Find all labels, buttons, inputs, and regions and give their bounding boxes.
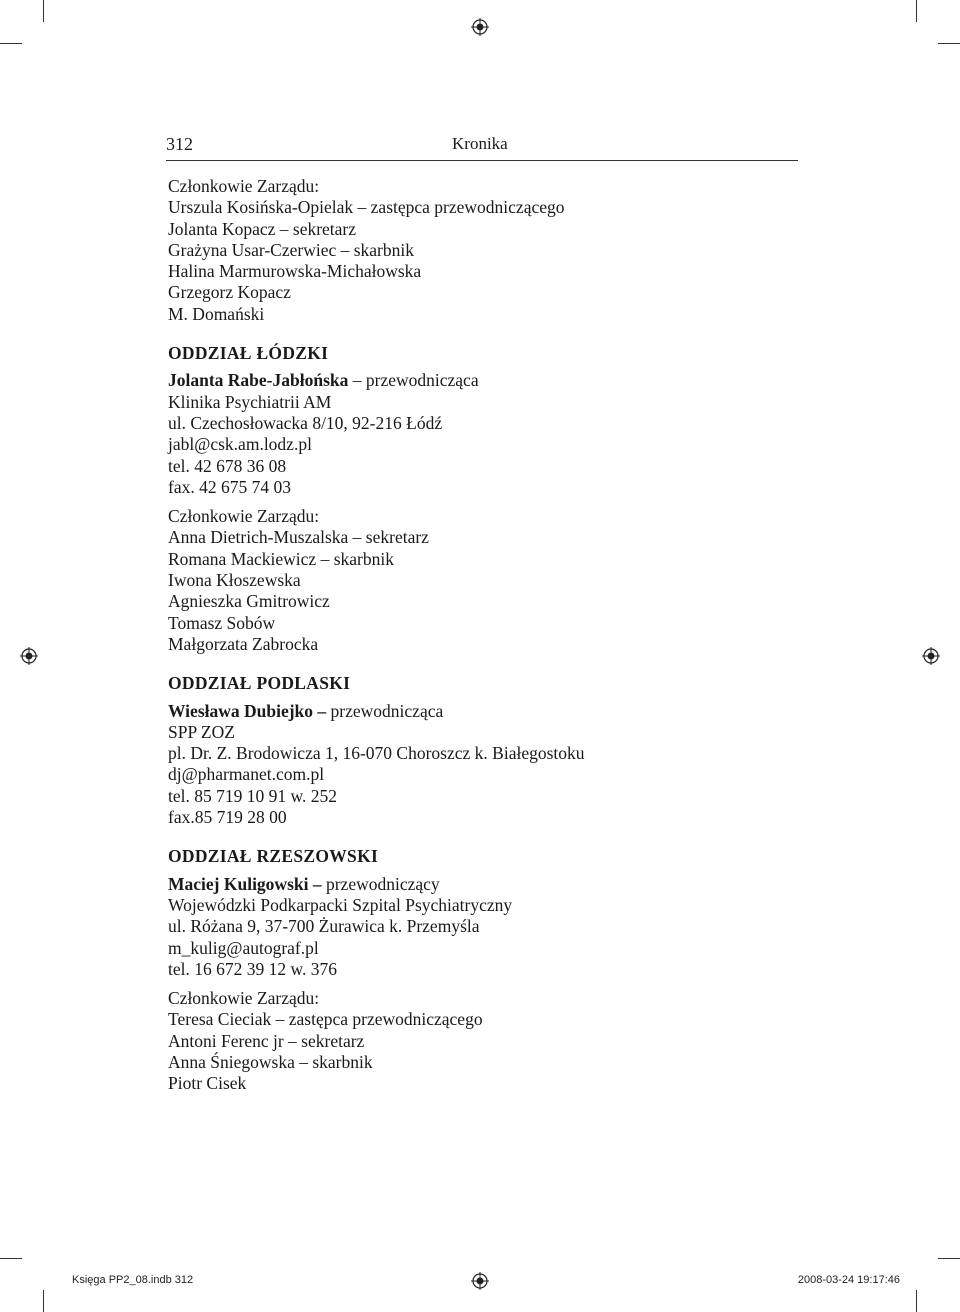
print-slug-file: Księga PP2_08.indb 312 [72,1274,194,1286]
board-title: Członkowie Zarządu: [168,176,320,196]
board-member: Agnieszka Gmitrowicz [168,591,330,612]
board-title: Członkowie Zarządu: [168,988,320,1009]
board-member: Teresa Cieciak – zastępca przewodniczącego [168,1009,483,1030]
fax-line: fax.85 719 28 00 [168,807,287,828]
phone-line: tel. 42 678 36 08 [168,455,287,476]
phone-line: tel. 16 672 39 12 w. 376 [168,958,337,979]
crop-mark [938,43,960,44]
board-title: Członkowie Zarządu: [168,506,320,527]
page-number: 312 [166,134,193,154]
board-member: Urszula Kosińska-Opielak – zastępca przewodniczącego [168,197,565,218]
detail-line: ul. Różana 9, 37-700 Żurawica k. Przemyśla [168,916,480,937]
print-slug-timestamp: 2008-03-24 19:17:46 [797,1274,900,1286]
chair-name: Jolanta Rabe-Jabłońska [168,370,349,391]
chair-role: przewodnicząca [326,700,444,721]
chair-role: – przewodnicząca [348,370,479,391]
board-member: Romana Mackiewicz – skarbnik [168,548,394,569]
registration-mark-icon [471,18,489,36]
registration-mark-icon [471,1272,489,1290]
page-content [168,176,808,1095]
crop-mark [43,0,44,22]
header-rule [166,160,798,161]
chair-role: przewodniczący [321,873,440,894]
email-line: dj@pharmanet.com.pl [168,764,325,785]
crop-mark [938,1258,960,1259]
crop-mark [0,1258,22,1259]
registration-mark-icon [20,647,38,665]
detail-line: ul. Czechosłowacka 8/10, 92-216 Łódź [168,412,443,433]
board-member: Iwona Kłoszewska [168,570,301,591]
board-member: Anna Śniegowska – skarbnik [168,1051,373,1072]
board-member: Grzegorz Kopacz [168,282,291,303]
email-line: m_kulig@autograf.pl [168,937,319,958]
running-head: Kronika [452,134,508,153]
board-member: Tomasz Sobów [168,612,276,633]
chair-name: Wiesława Dubiejko – [168,700,327,721]
detail-line: pl. Dr. Z. Brodowicza 1, 16-070 Choroszcz k. Białegostoku [168,743,585,764]
board-member: Halina Marmurowska-Michałowska [168,261,422,282]
detail-line: SPP ZOZ [168,721,235,742]
board-member: Anna Dietrich-Muszalska – sekretarz [168,527,429,548]
board-member: Jolanta Kopacz – sekretarz [168,218,357,239]
chair-name: Maciej Kuligowski – [168,873,322,894]
board-member: Małgorzata Zabrocka [168,633,319,654]
fax-line: fax. 42 675 74 03 [168,476,291,497]
detail-line: Wojewódzki Podkarpacki Szpital Psychiatryczny [168,894,513,915]
board-member: Grażyna Usar-Czerwiec – skarbnik [168,239,414,260]
phone-line: tel. 85 719 10 91 w. 252 [168,785,337,806]
chair-line [168,701,808,722]
chair-line [168,874,808,895]
chair-line [168,370,808,391]
section-heading-rzeszowski: ODDZIAŁ RZESZOWSKI [168,846,379,867]
board-member: Antoni Ferenc jr – sekretarz [168,1030,365,1051]
section-heading-lodz: ODDZIAŁ ŁÓDZKI [168,343,329,364]
board-member: M. Domański [168,303,265,324]
registration-mark-icon [922,647,940,665]
crop-mark [0,43,22,44]
crop-mark [916,1290,917,1312]
section-heading-podlaski: ODDZIAŁ PODLASKI [168,673,351,694]
crop-mark [916,0,917,22]
crop-mark [43,1290,44,1312]
board-member: Piotr Cisek [168,1073,247,1094]
detail-line: Klinika Psychiatrii AM [168,391,332,412]
email-line: jabl@csk.am.lodz.pl [168,434,312,455]
